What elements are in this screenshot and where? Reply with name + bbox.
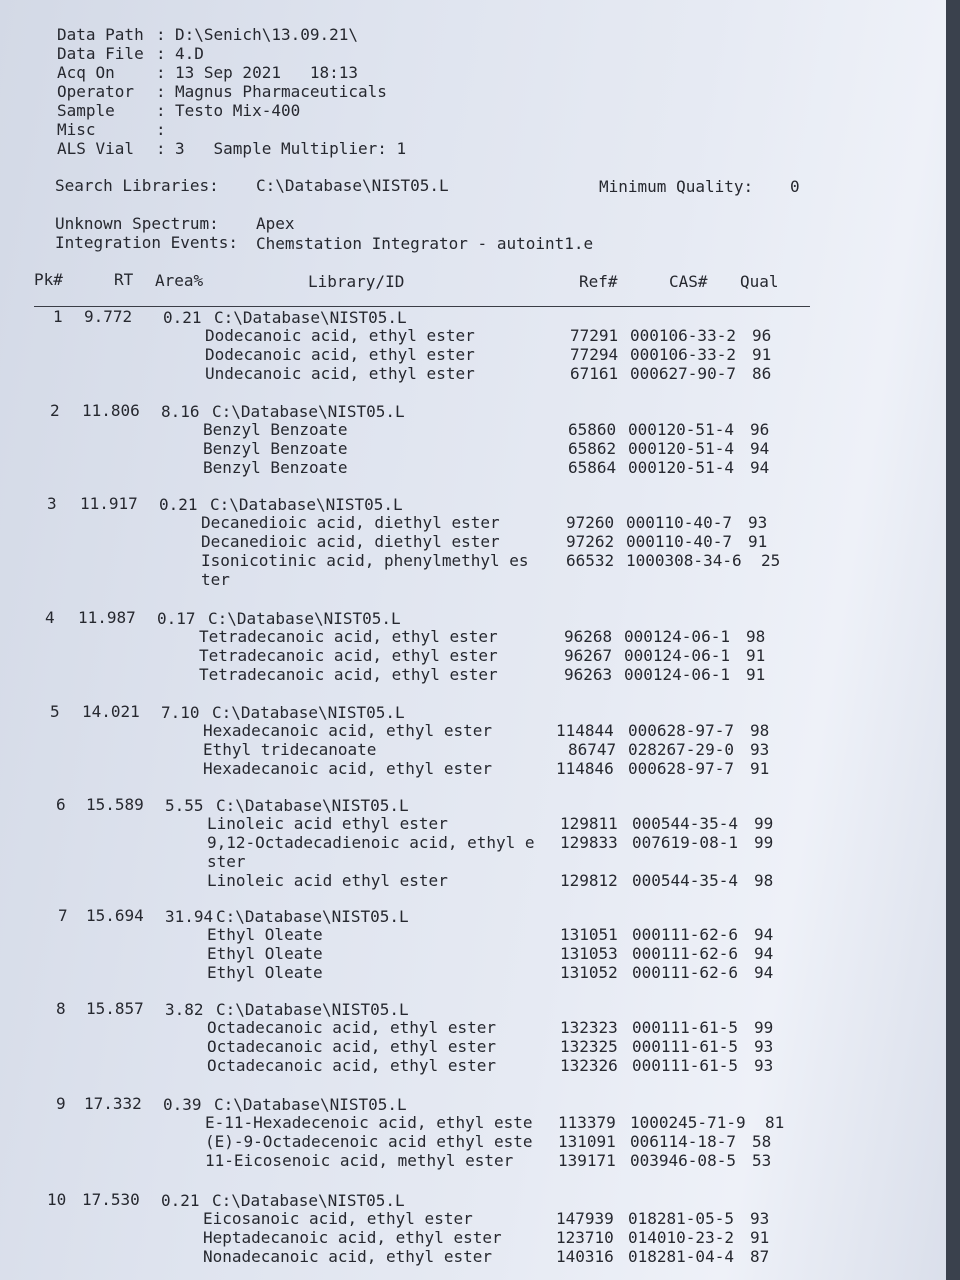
hit-name: Octadecanoic acid, ethyl ester: [207, 1018, 496, 1037]
hit-quality: 98: [754, 871, 774, 890]
hit-ref-number: 129811: [560, 814, 618, 833]
hit-ref-number: 113379: [558, 1113, 616, 1132]
hit-cas-number: 000111-61-5: [632, 1018, 738, 1037]
hit-quality: 93: [754, 1037, 774, 1056]
peak-library: C:\Database\NIST05.L: [212, 402, 405, 421]
hit-ref-number: 132325: [560, 1037, 618, 1056]
hit-name: E-11-Hexadecenoic acid, ethyl este: [205, 1113, 533, 1132]
peak-number: 2: [50, 401, 60, 420]
hit-name: ster: [207, 852, 246, 871]
hit-ref-number: 140316: [556, 1247, 614, 1266]
hit-cas-number: 018281-05-5: [628, 1209, 734, 1228]
hit-quality: 81: [765, 1113, 785, 1132]
header-field-colon: :: [156, 120, 166, 139]
hit-ref-number: 131053: [560, 944, 618, 963]
peak-area-percent: 5.55: [165, 796, 204, 815]
column-header-area: Area%: [155, 271, 204, 290]
hit-quality: 96: [750, 420, 770, 439]
hit-ref-number: 77294: [570, 345, 619, 364]
hit-cas-number: 000544-35-4: [632, 871, 738, 890]
hit-cas-number: 000124-06-1: [624, 665, 730, 684]
peak-retention-time: 15.589: [86, 795, 144, 814]
peak-number: 4: [45, 608, 55, 627]
peak-area-percent: 8.16: [161, 402, 200, 421]
header-field-colon: :: [156, 63, 166, 82]
search-libraries-value: C:\Database\NIST05.L: [256, 176, 449, 195]
hit-quality: 91: [750, 1228, 770, 1247]
hit-quality: 94: [750, 439, 770, 458]
column-header-ref: Ref#: [579, 272, 618, 291]
hit-cas-number: 000111-62-6: [632, 963, 738, 982]
peak-area-percent: 0.21: [159, 495, 198, 514]
hit-cas-number: 000628-97-7: [628, 721, 734, 740]
hit-cas-number: 1000245-71-9: [630, 1113, 746, 1132]
header-field-label: Sample: [57, 101, 115, 120]
hit-name: Nonadecanoic acid, ethyl ester: [203, 1247, 492, 1266]
hit-name: 9,12-Octadecadienoic acid, ethyl e: [207, 833, 535, 852]
hit-quality: 91: [746, 665, 766, 684]
hit-name: Linoleic acid ethyl ester: [207, 871, 448, 890]
header-field-value: Testo Mix-400: [175, 101, 301, 120]
hit-name: (E)-9-Octadecenoic acid ethyl este: [205, 1132, 533, 1151]
peak-area-percent: 31.94: [165, 907, 214, 926]
hit-name: Dodecanoic acid, ethyl ester: [205, 326, 475, 345]
hit-cas-number: 018281-04-4: [628, 1247, 734, 1266]
integration-events-value: Chemstation Integrator - autoint1.e: [256, 234, 594, 253]
hit-quality: 91: [748, 532, 768, 551]
hit-quality: 93: [754, 1056, 774, 1075]
hit-cas-number: 000120-51-4: [628, 439, 734, 458]
header-field-label: Operator: [57, 82, 135, 101]
hit-name: Ethyl Oleate: [207, 944, 323, 963]
peak-library: C:\Database\NIST05.L: [212, 703, 405, 722]
hit-ref-number: 66532: [566, 551, 615, 570]
hit-quality: 99: [754, 814, 774, 833]
hit-name: Dodecanoic acid, ethyl ester: [205, 345, 475, 364]
hit-quality: 94: [754, 944, 774, 963]
hit-ref-number: 114846: [556, 759, 614, 778]
peak-library: C:\Database\NIST05.L: [214, 308, 407, 327]
header-field-label: Data File: [57, 44, 144, 63]
hit-quality: 93: [748, 513, 768, 532]
column-header-rt: RT: [114, 270, 134, 289]
hit-cas-number: 007619-08-1: [632, 833, 738, 852]
unknown-spectrum-value: Apex: [256, 214, 295, 233]
peak-library: C:\Database\NIST05.L: [216, 907, 409, 926]
hit-quality: 99: [754, 1018, 774, 1037]
hit-quality: 94: [754, 925, 774, 944]
hit-quality: 53: [752, 1151, 772, 1170]
peak-area-percent: 3.82: [165, 1000, 204, 1019]
hit-cas-number: 000110-40-7: [626, 513, 732, 532]
hit-cas-number: 000120-51-4: [628, 458, 734, 477]
hit-name: Benzyl Benzoate: [203, 439, 348, 458]
hit-ref-number: 132326: [560, 1056, 618, 1075]
header-field-label: ALS Vial: [57, 139, 135, 158]
hit-cas-number: 1000308-34-6: [626, 551, 742, 570]
peak-number: 8: [56, 999, 66, 1018]
peak-area-percent: 0.21: [161, 1191, 200, 1210]
hit-quality: 86: [752, 364, 772, 383]
header-field-value: 13 Sep 2021 18:13: [175, 63, 359, 82]
hit-ref-number: 96268: [564, 627, 613, 646]
hit-quality: 93: [750, 740, 770, 759]
minimum-quality-label: Minimum Quality:: [599, 177, 754, 196]
hit-cas-number: 000111-61-5: [632, 1037, 738, 1056]
hit-ref-number: 77291: [570, 326, 619, 345]
hit-ref-number: 65864: [568, 458, 617, 477]
hit-quality: 98: [746, 627, 766, 646]
hit-name: Tetradecanoic acid, ethyl ester: [199, 646, 498, 665]
hit-ref-number: 129812: [560, 871, 618, 890]
hit-cas-number: 000111-62-6: [632, 925, 738, 944]
hit-name: Hexadecanoic acid, ethyl ester: [203, 721, 492, 740]
hit-quality: 99: [754, 833, 774, 852]
hit-ref-number: 67161: [570, 364, 619, 383]
background-edge: [946, 0, 960, 1280]
hit-ref-number: 96267: [564, 646, 613, 665]
header-field-colon: :: [156, 139, 166, 158]
hit-quality: 91: [752, 345, 772, 364]
hit-name: Undecanoic acid, ethyl ester: [205, 364, 475, 383]
hit-cas-number: 000111-61-5: [632, 1056, 738, 1075]
hit-ref-number: 65860: [568, 420, 617, 439]
peak-number: 7: [58, 906, 68, 925]
column-header-library: Library/ID: [308, 272, 405, 291]
hit-quality: 91: [750, 759, 770, 778]
hit-ref-number: 139171: [558, 1151, 616, 1170]
hit-quality: 94: [754, 963, 774, 982]
peak-number: 10: [47, 1190, 67, 1209]
hit-name: Decanedioic acid, diethyl ester: [201, 532, 500, 551]
hit-ref-number: 131091: [558, 1132, 616, 1151]
header-field-colon: :: [156, 101, 166, 120]
hit-cas-number: 003946-08-5: [630, 1151, 736, 1170]
hit-name: Ethyl Oleate: [207, 925, 323, 944]
search-libraries-label: Search Libraries:: [55, 176, 219, 195]
hit-name: Ethyl Oleate: [207, 963, 323, 982]
peak-number: 5: [50, 702, 60, 721]
hit-name: Tetradecanoic acid, ethyl ester: [199, 665, 498, 684]
hit-name: Heptadecanoic acid, ethyl ester: [203, 1228, 502, 1247]
unknown-spectrum-label: Unknown Spectrum:: [55, 214, 219, 233]
header-field-value: 3 Sample Multiplier: 1: [175, 139, 407, 158]
hit-name: 11-Eicosenoic acid, methyl ester: [205, 1151, 514, 1170]
hit-cas-number: 028267-29-0: [628, 740, 734, 759]
header-field-label: Acq On: [57, 63, 115, 82]
header-field-colon: :: [156, 44, 166, 63]
hit-ref-number: 97260: [566, 513, 615, 532]
hit-cas-number: 006114-18-7: [630, 1132, 736, 1151]
hit-ref-number: 86747: [568, 740, 617, 759]
hit-cas-number: 014010-23-2: [628, 1228, 734, 1247]
hit-quality: 25: [761, 551, 781, 570]
peak-library: C:\Database\NIST05.L: [212, 1191, 405, 1210]
hit-ref-number: 97262: [566, 532, 615, 551]
hit-ref-number: 132323: [560, 1018, 618, 1037]
header-field-colon: :: [156, 25, 166, 44]
hit-name: Octadecanoic acid, ethyl ester: [207, 1037, 496, 1056]
peak-retention-time: 14.021: [82, 702, 140, 721]
hit-quality: 91: [746, 646, 766, 665]
hit-cas-number: 000544-35-4: [632, 814, 738, 833]
peak-retention-time: 17.530: [82, 1190, 140, 1209]
hit-quality: 58: [752, 1132, 772, 1151]
hit-ref-number: 123710: [556, 1228, 614, 1247]
hit-cas-number: 000106-33-2: [630, 345, 736, 364]
hit-cas-number: 000110-40-7: [626, 532, 732, 551]
header-field-value: D:\Senich\13.09.21\: [175, 25, 359, 44]
hit-quality: 96: [752, 326, 772, 345]
peak-library: C:\Database\NIST05.L: [214, 1095, 407, 1114]
header-divider: [34, 306, 810, 307]
hit-quality: 98: [750, 721, 770, 740]
column-header-cas: CAS#: [669, 272, 708, 291]
hit-quality: 94: [750, 458, 770, 477]
hit-ref-number: 65862: [568, 439, 617, 458]
peak-number: 3: [47, 494, 57, 513]
hit-cas-number: 000111-62-6: [632, 944, 738, 963]
hit-cas-number: 000628-97-7: [628, 759, 734, 778]
hit-cas-number: 000106-33-2: [630, 326, 736, 345]
hit-name: Isonicotinic acid, phenylmethyl es: [201, 551, 529, 570]
hit-ref-number: 147939: [556, 1209, 614, 1228]
hit-name: Benzyl Benzoate: [203, 420, 348, 439]
peak-area-percent: 0.17: [157, 609, 196, 628]
hit-name: Ethyl tridecanoate: [203, 740, 377, 759]
peak-area-percent: 0.21: [163, 308, 202, 327]
peak-retention-time: 11.917: [80, 494, 138, 513]
peak-retention-time: 15.694: [86, 906, 144, 925]
header-field-label: Misc: [57, 120, 96, 139]
hit-ref-number: 96263: [564, 665, 613, 684]
peak-number: 9: [56, 1094, 66, 1113]
peak-retention-time: 11.987: [78, 608, 136, 627]
hit-name: Benzyl Benzoate: [203, 458, 348, 477]
column-header-pk: Pk#: [34, 270, 63, 289]
hit-ref-number: 114844: [556, 721, 614, 740]
header-field-value: 4.D: [175, 44, 204, 63]
hit-ref-number: 129833: [560, 833, 618, 852]
hit-quality: 93: [750, 1209, 770, 1228]
hit-name: Decanedioic acid, diethyl ester: [201, 513, 500, 532]
minimum-quality-value: 0: [790, 177, 800, 196]
hit-ref-number: 131051: [560, 925, 618, 944]
peak-library: C:\Database\NIST05.L: [208, 609, 401, 628]
header-field-value: Magnus Pharmaceuticals: [175, 82, 387, 101]
hit-name: Octadecanoic acid, ethyl ester: [207, 1056, 496, 1075]
peak-number: 1: [53, 307, 63, 326]
hit-ref-number: 131052: [560, 963, 618, 982]
integration-events-label: Integration Events:: [55, 233, 239, 252]
hit-cas-number: 000124-06-1: [624, 627, 730, 646]
hit-cas-number: 000120-51-4: [628, 420, 734, 439]
hit-name: Hexadecanoic acid, ethyl ester: [203, 759, 492, 778]
hit-cas-number: 000124-06-1: [624, 646, 730, 665]
hit-name: Eicosanoic acid, ethyl ester: [203, 1209, 473, 1228]
header-field-label: Data Path: [57, 25, 144, 44]
peak-retention-time: 17.332: [84, 1094, 142, 1113]
peak-retention-time: 9.772: [84, 307, 133, 326]
hit-name: Tetradecanoic acid, ethyl ester: [199, 627, 498, 646]
peak-area-percent: 0.39: [163, 1095, 202, 1114]
column-header-qual: Qual: [740, 272, 779, 291]
peak-retention-time: 11.806: [82, 401, 140, 420]
peak-area-percent: 7.10: [161, 703, 200, 722]
peak-library: C:\Database\NIST05.L: [210, 495, 403, 514]
hit-cas-number: 000627-90-7: [630, 364, 736, 383]
peak-number: 6: [56, 795, 66, 814]
header-field-colon: :: [156, 82, 166, 101]
hit-name: ter: [201, 570, 230, 589]
peak-retention-time: 15.857: [86, 999, 144, 1018]
peak-library: C:\Database\NIST05.L: [216, 1000, 409, 1019]
peak-library: C:\Database\NIST05.L: [216, 796, 409, 815]
hit-name: Linoleic acid ethyl ester: [207, 814, 448, 833]
hit-quality: 87: [750, 1247, 770, 1266]
